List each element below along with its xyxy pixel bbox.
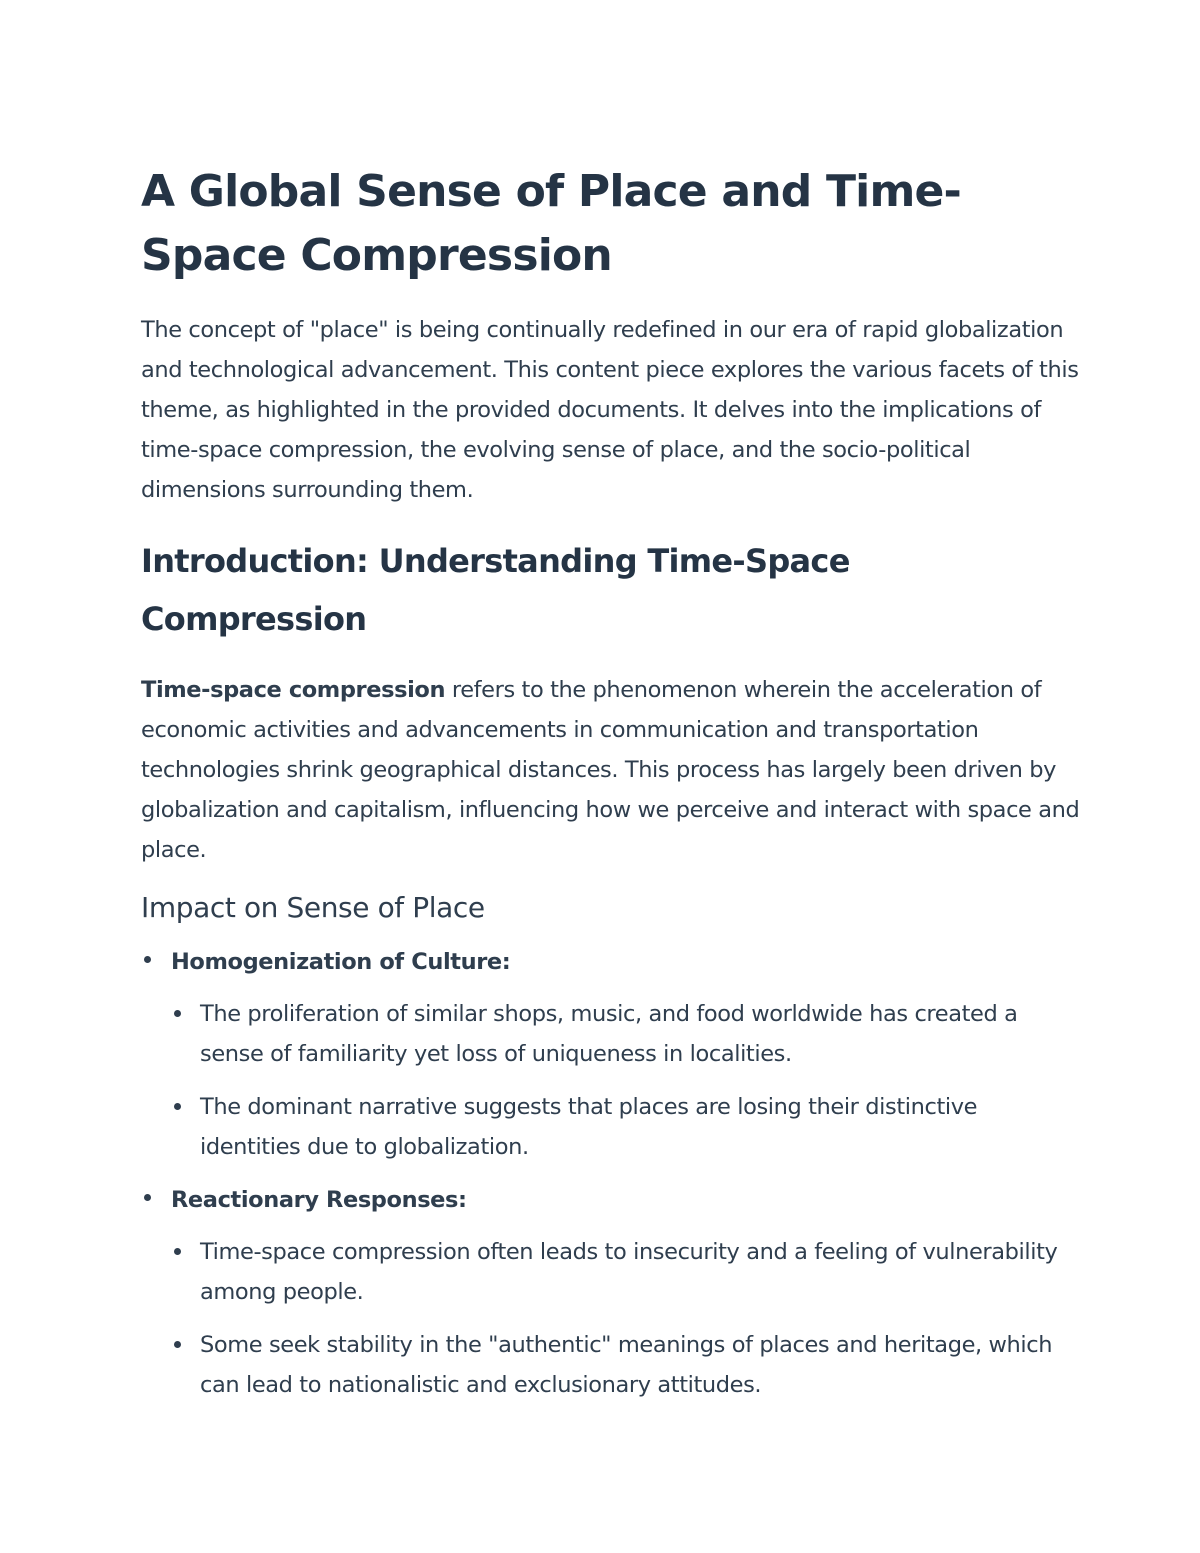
sub-list-item: The dominant narrative suggests that places are losing their distinctive identities due to globalization. [171, 1087, 1081, 1167]
sub-list-item: Some seek stability in the "authentic" meanings of places and heritage, which can lead to nationalistic and exclusionary attitudes. [171, 1325, 1081, 1405]
section-heading: Introduction: Understanding Time-Space Compression [141, 542, 850, 638]
list-item-title: Reactionary Responses: [171, 1187, 467, 1213]
document-page [141, 160, 1081, 1418]
sub-list-item: The proliferation of similar shops, music, and food worldwide has created a sense of familiarity yet loss of uniqueness in localities. [171, 994, 1081, 1074]
list-item-title: Homogenization of Culture: [171, 949, 511, 975]
sub-list [171, 994, 1081, 1167]
intro-paragraph: The concept of "place" is being continually redefined in our era of rapid globalization and technological advancement. This content piece explores the various facets of this theme, as highlighted in the provided documents. It delves into the implications of time-space compression, the evolving sense of place, and the socio-political dimensions surrounding them. [141, 317, 1079, 503]
impact-list [141, 942, 1081, 1405]
list-item [141, 1180, 1081, 1405]
sub-list [171, 1232, 1081, 1405]
document-title: A Global Sense of Place and Time-Space Compression [141, 166, 962, 281]
subsection-heading: Impact on Sense of Place [141, 891, 485, 924]
sub-list-item: Time-space compression often leads to insecurity and a feeling of vulnerability among people. [171, 1232, 1081, 1312]
list-item [141, 942, 1081, 1167]
definition-text: refers to the phenomenon wherein the acceleration of economic activities and advancements in communication and transportation technologies shrink geographical distances. This process has largely been driven by globalization and capitalism, influencing how we perceive and interact with space and place. [141, 677, 1080, 863]
definition-term: Time-space compression [141, 677, 446, 703]
definition-paragraph [141, 670, 1081, 870]
